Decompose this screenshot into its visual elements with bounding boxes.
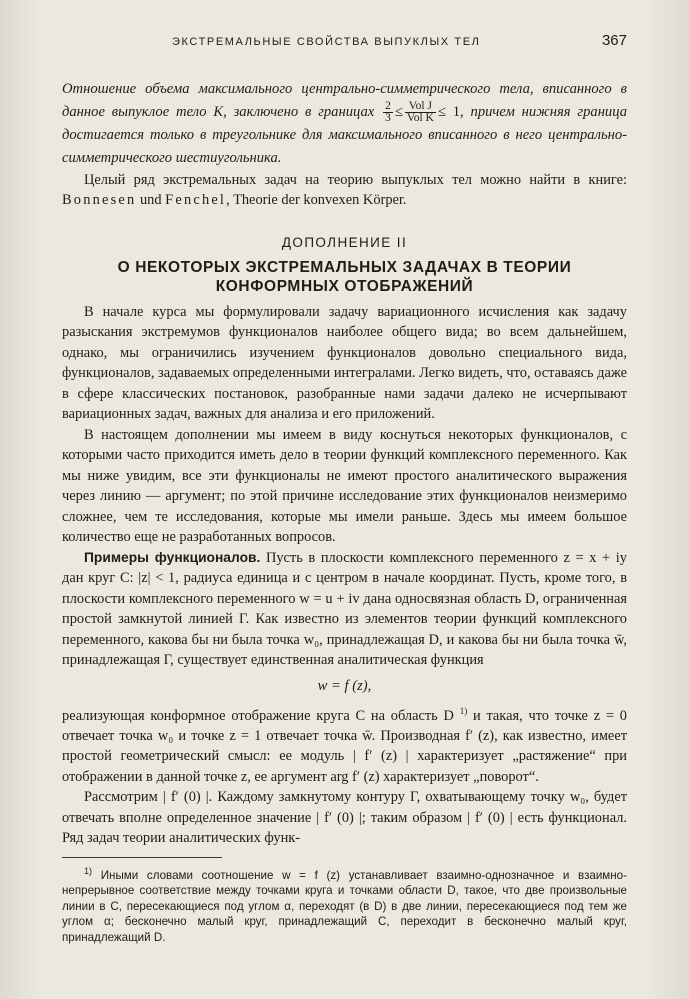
theorem-part2: причем нижняя граница достигается только в треугольнике для максимального вписанного в него центрально-симметрического шестиугольника. <box>62 103 628 166</box>
fraction-numerator: 2 <box>385 99 391 112</box>
appendix-label: ДОПОЛНЕНИЕ II <box>281 234 408 250</box>
page-number: 367 <box>601 32 627 49</box>
running-head: ЭКСТРЕМАЛЬНЫЕ СВОЙСТВА ВЫПУКЛЫХ ТЕЛ <box>172 36 481 48</box>
leq-sign: ≤ <box>394 103 403 120</box>
formula: w = f (z), <box>317 677 372 694</box>
footnote <box>62 864 627 945</box>
paragraph: Рассмотрим | f′ (0) |. Каждому замкнутому контуру Γ, охватывающему точку w₀, будет отвечать вполне определенное значение | f′ (0) |; таким образом | f′ (0) | есть функционал. Ряд задач теории аналитических функ- <box>62 789 627 847</box>
conjunction: und <box>139 192 162 209</box>
intro-text: Целый ряд экстремальных задач на теорию выпуклых тел можно найти в книге: <box>84 171 627 188</box>
paragraph-text: Пусть в плоскости комплексного переменного z = x + iy дан круг C: |z| < 1, радиуса единица и с центром в начале координат. Пусть, кроме того, в плоскости комплексного переменного w = u + iv дана односвязная область D, ограниченная простой замкнутой линией Γ. Как известно из элементов теории функций комплексного переменного, какова бы ни была точка w₀, принадлежащая D, и какова бы ни была точка w̄, принадлежащая Γ, существует единственная аналитическая функция <box>62 549 627 669</box>
fraction-denominator: Vol K <box>406 111 434 124</box>
paragraph-examples <box>62 548 627 671</box>
paragraph: В настоящем дополнении мы имеем в виду коснуться некоторых функционалов, с которыми часто приходится иметь дело в теории функций комплексного переменного. Как мы ниже увидим, все эти функционалы не имеют простого аналитического выражения через линию — аргумент; по этой причине исследование этих функционалов неизмеримо сложнее, чем те исследования, которые мы имели раньше. Здесь мы имеем большое количество еще не разработанных вопросов. <box>62 426 627 546</box>
leq-one: ≤ 1, <box>437 103 464 120</box>
paragraph-text: реализующая конформное отображение круга C на область D <box>62 707 454 724</box>
theorem-statement <box>62 78 627 170</box>
theorem-part1: Отношение объема максимального центрально-симметрического тела, вписанного в данное выпуклое тело K, заключено в границах <box>62 81 627 120</box>
paragraph-intro <box>62 170 627 211</box>
fraction-volume-ratio <box>405 101 436 124</box>
page-header <box>62 28 627 54</box>
paragraph-heading: Примеры функционалов. <box>84 549 261 565</box>
fraction-denominator: 3 <box>385 111 391 124</box>
paragraph-text: и такая, что точке z = 0 отвечает точка w₀ и точке z = 1 отвечает точка w̄. Производная f′ (z), как известно, имеет простой геометрический смысл: ее модуль | f′ (z) | характеризует „растяжение“ при отображении в данной точке z, ее аргумент arg f′ (z) характеризует „поворот“. <box>62 707 627 785</box>
author-name: Fenchel <box>165 192 227 209</box>
paragraph: В начале курса мы формулировали задачу вариационного исчисления как задачу разыскания экстремумов функционалов наиболее общего вида; во всем дальнейшем, однако, мы ограничились изучением функционалов довольно специального вида, функционалов, задаваемых определенными интегралами. Легко видеть, что, оставаясь даже в сфере классических постановок, разобранные нами задачи далеко не исчерпывают вариационных задач, важных для анализа и его приложений. <box>62 303 627 423</box>
footnote-reference[interactable]: 1) <box>459 705 468 716</box>
fraction-two-thirds <box>383 101 393 124</box>
book-title: , Theorie der konvexen Körper. <box>226 192 407 209</box>
footnote-marker: 1) <box>84 865 93 876</box>
author-name: Bonnesen <box>62 192 137 209</box>
appendix-title: О НЕКОТОРЫХ ЭКСТРЕМАЛЬНЫХ ЗАДАЧАХ В ТЕОРИИ КОНФОРМНЫХ ОТОБРАЖЕНИЙ <box>117 258 572 295</box>
fraction-numerator: Vol J <box>405 101 436 113</box>
paragraph-continuation <box>62 701 627 788</box>
footnote-text: Иными словами соотношение w = f (z) устанавливает взаимно-однозначное и взаимно-непрерывное соответствие между точками круга и точками области D, такое, что две произвольные линии в C, пересекающиеся под углом α, переходят (в D) в две линии, пересекающиеся под тем же углом α; бесконечно малый круг, принадлежащий C, переходит в бесконечно малый круг, принадлежащий D. <box>62 868 627 944</box>
footnote-divider <box>62 857 222 858</box>
theorem-text <box>62 78 627 170</box>
